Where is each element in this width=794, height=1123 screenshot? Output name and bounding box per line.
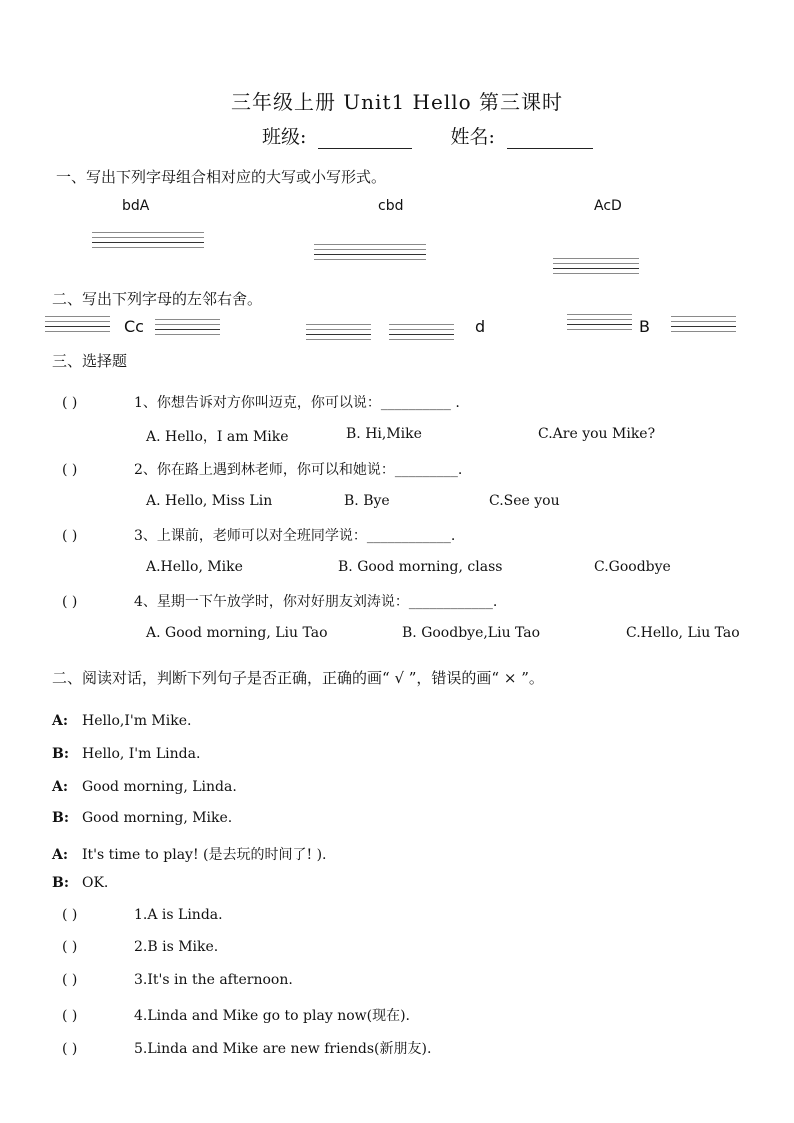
- speaker: B:: [52, 875, 70, 891]
- section4-heading: 二、阅读对话，判断下列句子是否正确，正确的画“ √ ”，错误的画“ × ”。: [52, 669, 544, 687]
- section1-heading: 一、写出下列字母组合相对应的大写或小写形式。: [56, 168, 387, 186]
- neighbor-lines-1-left[interactable]: [45, 316, 110, 336]
- q1-option-a: A. Hello，I am Mike: [146, 429, 289, 445]
- question-text: 1、你想告诉对方你叫迈克，你可以说：__________ .: [134, 395, 460, 411]
- dialogue-line-1: [52, 713, 191, 729]
- q2-option-b: B. Bye: [344, 493, 390, 509]
- answer-paren[interactable]: ( ): [62, 395, 78, 411]
- name-label: 姓名:: [450, 126, 495, 148]
- judgement-text: 2.B is Mike.: [134, 939, 219, 955]
- answer-paren[interactable]: ( ): [62, 972, 78, 988]
- line-text: It's time to play! (是去玩的时间了! ).: [82, 847, 327, 863]
- q2-option-a: A. Hello, Miss Lin: [146, 493, 273, 509]
- speaker: B:: [52, 810, 70, 826]
- line-text: OK.: [82, 875, 109, 891]
- answer-paren[interactable]: ( ): [62, 594, 78, 610]
- neighbor-lines-3-right[interactable]: [671, 316, 736, 336]
- q1-option-b: B. Hi,Mike: [346, 426, 422, 442]
- neighbor-lines-3-left[interactable]: [567, 314, 632, 334]
- class-label: 班级:: [262, 126, 307, 148]
- neighbor-lines-2-mid[interactable]: [389, 324, 454, 344]
- answer-paren[interactable]: ( ): [62, 939, 78, 955]
- class-blank[interactable]: [318, 130, 412, 149]
- dialogue-line-2: [52, 746, 200, 762]
- judgement-1: [62, 907, 223, 923]
- q4-option-b: B. Goodbye,Liu Tao: [402, 625, 541, 641]
- name-blank[interactable]: [507, 130, 593, 149]
- letter-group-2: cbd: [378, 198, 404, 214]
- question-text: 4、星期一下午放学时，你对好朋友刘涛说：____________.: [134, 594, 498, 610]
- writing-lines-1[interactable]: [92, 232, 204, 252]
- judgement-text: 4.Linda and Mike go to play now(现在).: [134, 1008, 411, 1024]
- judgement-text: 1.A is Linda.: [134, 907, 223, 923]
- neighbor-lines-1-right[interactable]: [155, 319, 220, 339]
- q3-option-c: C.Goodbye: [594, 559, 671, 575]
- dialogue-line-5: [52, 844, 326, 864]
- q4-option-c: C.Hello, Liu Tao: [626, 625, 740, 641]
- writing-lines-2[interactable]: [314, 244, 426, 264]
- judgement-text: 5.Linda and Mike are new friends(新朋友).: [134, 1041, 432, 1057]
- page-title: 三年级上册 Unit1 Hello 第三课时: [230, 90, 564, 114]
- answer-paren[interactable]: ( ): [62, 462, 78, 478]
- q2-option-c: C.See you: [489, 493, 560, 509]
- q4-option-a: A. Good morning, Liu Tao: [146, 625, 328, 641]
- letter-group-1: bdA: [122, 198, 150, 214]
- neighbor-letter-1: Cc: [124, 317, 144, 336]
- judgement-3: [62, 972, 293, 988]
- speaker: A:: [52, 847, 69, 863]
- speaker: B:: [52, 746, 70, 762]
- question-text: 3、上课前，老师可以对全班同学说：____________.: [134, 528, 456, 544]
- question-1: [62, 392, 460, 412]
- neighbor-lines-2-left[interactable]: [306, 324, 371, 344]
- question-4: [62, 591, 497, 611]
- letter-group-3: AcD: [594, 198, 622, 214]
- judgement-2: [62, 939, 218, 955]
- neighbor-letter-3: B: [639, 317, 650, 336]
- dialogue-line-6: [52, 875, 108, 891]
- line-text: Hello,I'm Mike.: [82, 713, 192, 729]
- section2-heading: 二、写出下列字母的左邻右舍。: [52, 290, 263, 308]
- judgement-text: 3.It's in the afternoon.: [134, 972, 293, 988]
- question-2: [62, 459, 462, 479]
- q1-option-c: C.Are you Mike?: [538, 426, 656, 442]
- q3-option-b: B. Good morning, class: [338, 559, 503, 575]
- line-text: Good morning, Linda.: [82, 779, 237, 795]
- q3-option-a: A.Hello, Mike: [146, 559, 243, 575]
- line-text: Good morning, Mike.: [82, 810, 233, 826]
- dialogue-line-4: [52, 810, 232, 826]
- answer-paren[interactable]: ( ): [62, 1008, 78, 1024]
- writing-lines-3[interactable]: [553, 258, 639, 278]
- line-text: Hello, I'm Linda.: [82, 746, 201, 762]
- judgement-4: [62, 1005, 410, 1025]
- answer-paren[interactable]: ( ): [62, 528, 78, 544]
- neighbor-letter-2: d: [475, 317, 486, 336]
- question-text: 2、你在路上遇到林老师，你可以和她说：_________.: [134, 462, 463, 478]
- speaker: A:: [52, 779, 69, 795]
- answer-paren[interactable]: ( ): [62, 1041, 78, 1057]
- judgement-5: [62, 1038, 431, 1058]
- dialogue-line-3: [52, 779, 237, 795]
- section3-heading: 三、选择题: [52, 352, 128, 370]
- answer-paren[interactable]: ( ): [62, 907, 78, 923]
- speaker: A:: [52, 713, 69, 729]
- question-3: [62, 525, 455, 545]
- student-info-row: [262, 122, 593, 149]
